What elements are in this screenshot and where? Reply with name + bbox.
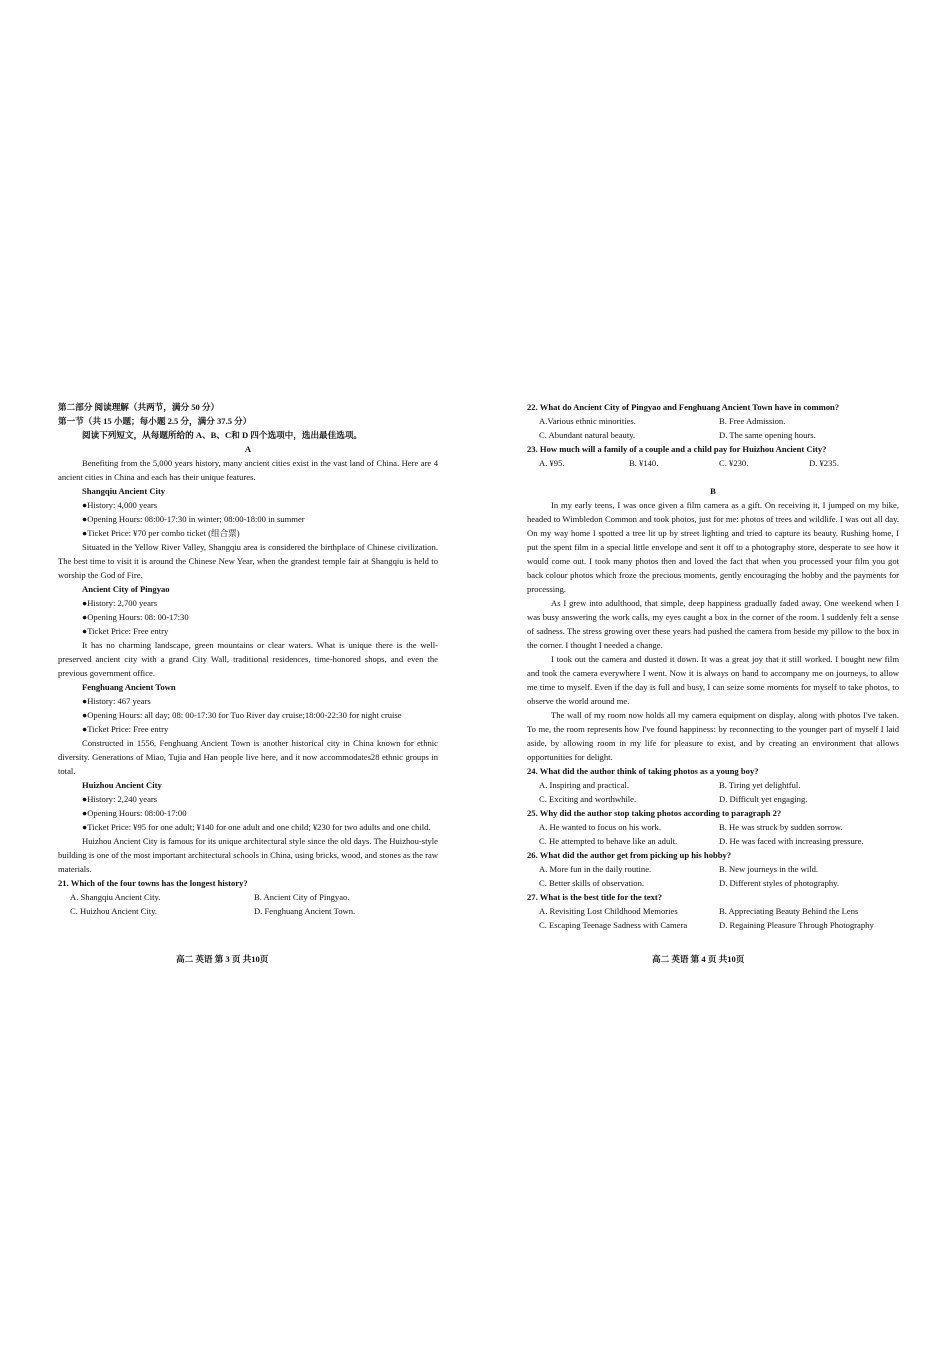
option-d[interactable]: D. He was faced with increasing pressure.	[719, 836, 864, 846]
question-23: 23. How much will a family of a couple and a child pay for Huizhou Ancient City?	[527, 444, 827, 454]
option-d[interactable]: D. Fenghuang Ancient Town.	[254, 906, 356, 916]
passage-paragraph: I took out the camera and dusted it down. It was a great joy that it still worked. I bought new film and took the camera everywhere I went. Now it is always on hand to accompany me on journeys, to allow me time to myself. Even if the day is full and busy, I can seize some moments for myself to take photos, to observe the world around me.	[527, 654, 899, 706]
subsection-title: 第一节（共 15 小题；每小题 2.5 分，满分 37.5 分）	[58, 416, 252, 426]
option-c[interactable]: C. Better skills of observation.	[539, 878, 645, 888]
instruction: 阅读下列短文，从每题所给的 A、B、C和 D 四个选项中，选出最佳选项。	[82, 430, 363, 440]
section-title: 第二部分 阅读理解（共两节，满分 50 分）	[58, 402, 220, 412]
page-footer-right: 高二 英语 第 4 页 共10页	[652, 954, 745, 964]
passage-label-b: B	[710, 486, 716, 496]
question-25: 25. Why did the author stop taking photos according to paragraph 2?	[527, 808, 782, 818]
city-price: ●Ticket Price: ¥95 for one adult; ¥140 for one adult and one child; ¥230 for two adults and one child.	[82, 822, 431, 832]
question-24: 24. What did the author think of taking photos as a young boy?	[527, 766, 759, 776]
option-b[interactable]: B. He was struck by sudden sorrow.	[719, 822, 843, 832]
option-a[interactable]: A. ¥95.	[539, 458, 565, 468]
option-a[interactable]: A. Shangqiu Ancient City.	[70, 892, 161, 902]
option-d[interactable]: D. Difficult yet engaging.	[719, 794, 808, 804]
option-d[interactable]: D. The same opening hours.	[719, 430, 816, 440]
passage-label-a: A	[244, 444, 252, 454]
question-24-options	[527, 778, 899, 806]
passage-intro: Benefiting from the 5,000 years history, many ancient cities exist in the vast land of China. Here are 4 ancient cities in China and each has their unique features.	[58, 458, 438, 482]
option-b[interactable]: B. Appreciating Beauty Behind the Lens	[719, 906, 859, 916]
left-page	[58, 400, 438, 918]
question-27: 27. What is the best title for the text?	[527, 892, 663, 902]
question-22-options	[527, 414, 899, 442]
city-price: ●Ticket Price: Free entry	[82, 724, 169, 734]
option-a[interactable]: A. Revisiting Lost Childhood Memories	[539, 906, 678, 916]
city-hours: ●Opening Hours: 08:00-17:30 in winter; 08:00-18:00 in summer	[82, 514, 305, 524]
city-history: ●History: 2,700 years	[82, 598, 158, 608]
question-27-options	[527, 904, 899, 932]
question-26-options	[527, 862, 899, 890]
passage-paragraph: As I grew into adulthood, that simple, deep happiness gradually faded away. One weekend when I was busy answering the work calls, my eyes caught a box in the corner of the room. I suddenly felt a sense of sadness. The stress growing over these years had pushed the camera from beside my pillow to the box in the corner. I thought I needed a change.	[527, 598, 899, 650]
page-footer-left: 高二 英语 第 3 页 共10页	[176, 954, 269, 964]
question-23-options	[527, 456, 899, 470]
question-21-options	[58, 890, 438, 918]
question-22: 22. What do Ancient City of Pingyao and Fenghuang Ancient Town have in common?	[527, 402, 840, 412]
city-price: ●Ticket Price: Free entry	[82, 626, 169, 636]
option-d[interactable]: D. Different styles of photography.	[719, 878, 840, 888]
option-a[interactable]: A. He wanted to focus on his work.	[539, 822, 661, 832]
city-name: Huizhou Ancient City	[82, 780, 162, 790]
option-d[interactable]: D. Regaining Pleasure Through Photography	[719, 920, 874, 930]
city-history: ●History: 4,000 years	[82, 500, 158, 510]
option-c[interactable]: C. ¥230.	[719, 458, 749, 468]
city-name: Ancient City of Pingyao	[82, 584, 170, 594]
city-history: ●History: 467 years	[82, 696, 151, 706]
city-description: Huizhou Ancient City is famous for its unique architectural style since the old days. The Huizhou-style building is one of the most important architectural schools in China, using bricks, wood, and stones as the raw materials.	[58, 836, 438, 874]
question-25-options	[527, 820, 899, 848]
option-c[interactable]: C. He attempted to behave like an adult.	[539, 836, 678, 846]
option-c[interactable]: C. Huizhou Ancient City.	[70, 906, 158, 916]
question-21: 21. Which of the four towns has the longest history?	[58, 878, 248, 888]
option-c[interactable]: C. Escaping Teenage Sadness with Camera	[539, 920, 688, 930]
city-name: Shangqiu Ancient City	[82, 486, 166, 496]
option-c[interactable]: C. Abundant natural beauty.	[539, 430, 636, 440]
option-d[interactable]: D. ¥235.	[809, 458, 839, 468]
city-description: Constructed in 1556, Fenghuang Ancient Town is another historical city in China known for ethnic diversity. Generations of Miao, Tujia and Han people live here, and it now accommodates28 ethnic groups in total.	[58, 738, 438, 776]
passage-paragraph: The wall of my room now holds all my camera equipment on display, along with photos I've taken. To me, the room represents how I've found happiness: by reconnecting to the younger part of myself I laid aside, by allowing room in my life for pleasure to exist, and by creating an environment that allows opportunities for delight.	[527, 710, 899, 762]
option-a[interactable]: A. More fun in the daily routine.	[539, 864, 652, 874]
option-c[interactable]: C. Exciting and worthwhile.	[539, 794, 637, 804]
city-hours: ●Opening Hours: all day; 08: 00-17:30 for Tuo River day cruise;18:00-22:30 for night cruise	[82, 710, 402, 720]
city-name: Fenghuang Ancient Town	[82, 682, 176, 692]
option-b[interactable]: B. ¥140.	[629, 458, 659, 468]
city-price: ●Ticket Price: ¥70 per combo ticket (组合票)	[82, 528, 240, 538]
option-b[interactable]: B. Ancient City of Pingyao.	[254, 892, 350, 902]
city-hours: ●Opening Hours: 08: 00-17:30	[82, 612, 189, 622]
option-b[interactable]: B. Tiring yet delightful.	[719, 780, 801, 790]
option-a[interactable]: A. Inspiring and practical.	[539, 780, 629, 790]
question-26: 26. What did the author get from picking up his hobby?	[527, 850, 732, 860]
city-description: Situated in the Yellow River Valley, Shangqiu area is considered the birthplace of Chinese civilization. The best time to visit it is around the Chinese New Year, when the grandest temple fair at Shangqiu is held to worship the God of Fire.	[58, 542, 438, 580]
city-description: It has no charming landscape, green mountains or clear waters. What is unique there is the well-preserved ancient city with a grand City Wall, traditional residences, time-honored shops, and even the previous government office.	[58, 640, 438, 678]
option-b[interactable]: B. Free Admission.	[719, 416, 786, 426]
passage-paragraph: In my early teens, I was once given a film camera as a gift. On receiving it, I jumped on my bike, headed to Wimbledon Common and took photos, just for me: photos of trees and wildlife. I was out all day. On my way home I spotted a tree lit up by street lighting and tried to capture its beauty. Rushing home, I put the spent film in a special little envelope and sent it off to a photography store, desperate to see how it would come out. I took many photos then and loved the fact that when you processed your film you got back colour photos which froze the precious moments, gently encouraging the hobby and the payments for processing.	[527, 500, 899, 594]
option-a[interactable]: A.Various ethnic minorities.	[539, 416, 636, 426]
right-page	[527, 400, 899, 932]
city-history: ●History: 2,240 years	[82, 794, 158, 804]
city-hours: ●Opening Hours: 08:00-17:00	[82, 808, 187, 818]
option-b[interactable]: B. New journeys in the wild.	[719, 864, 819, 874]
